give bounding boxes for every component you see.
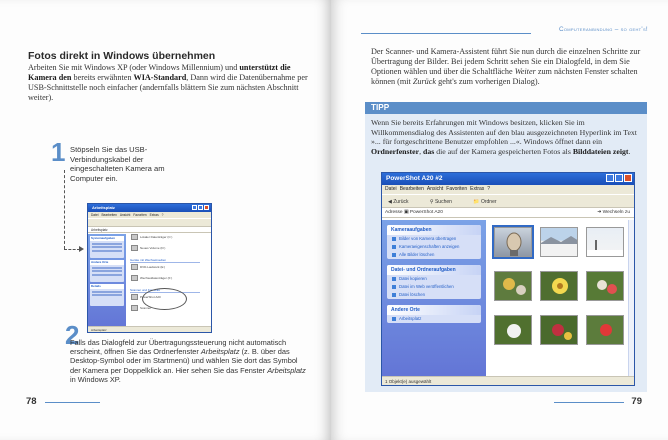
go-button: ➜ Wechseln zu (597, 210, 630, 215)
maximize-icon (615, 174, 623, 182)
intro-paragraph (28, 63, 308, 103)
search-label: Suchen (434, 199, 452, 205)
close-icon (624, 174, 632, 182)
photo-thumbnail (494, 315, 532, 345)
left-page (0, 0, 331, 440)
menu-favoriten: Favoriten (133, 213, 147, 217)
scrollbar (628, 220, 634, 378)
step-2-italic-1: Arbeitsplatz (200, 347, 240, 357)
toolbar (88, 218, 211, 227)
camera-item: PowerShot A20 (140, 294, 161, 299)
status-bar: Arbeitsplatz (88, 326, 211, 332)
tip-bold-2: das (422, 146, 435, 156)
section-heading: Fotos direkt in Windows übernehmen (28, 50, 216, 62)
back-button: ◀ Zurück (388, 199, 409, 205)
task-header-places: Andere Orte (90, 260, 124, 265)
window-title: Arbeitsplatz (92, 205, 115, 210)
group-scanners: Scanner und Kameras (130, 288, 200, 293)
step-2-text (70, 338, 310, 384)
file-tasks-title: Datei- und Ordneraufgaben (387, 265, 481, 275)
highlight-ellipse (142, 288, 187, 310)
window-titlebar (382, 173, 634, 185)
step-1-number: 1 (51, 137, 66, 167)
intro-text-3: , Dann wird die Datenübernahme per USB-Schnittstelle noch einfacher (andernfalls blättern Sie zum nächsten Abschnitt weiter). (28, 73, 308, 102)
photo-thumbnail (540, 315, 578, 345)
right-intro-italic-1: Weiter (514, 67, 536, 76)
scanner-icon (131, 305, 138, 311)
tip-text-1: Wenn Sie bereits Erfahrungen mit Windows besitzen, klicken Sie im Willkommensdialog des Assistenten auf den blau ausgezeichneten Hyperlink im Text »... für fortgeschrittene Benutzer empfohlen ...«. Windows öffnet dann ein (371, 118, 637, 147)
task-header-system: Systemaufgaben (90, 236, 124, 241)
photo-thumbnail (586, 315, 624, 345)
menu-extras: Extras (470, 186, 485, 192)
step-1-text: Stöpseln Sie das USB-Verbindungskabel der eingeschalteten Kamera am Computer ein. (70, 145, 165, 183)
page-number-right: 79 (631, 396, 642, 407)
task-properties: Kameraeigenschaften anzeigen (387, 243, 481, 251)
scanner-item: Scanner (140, 305, 152, 310)
toolbar (382, 194, 634, 208)
menu-help: ? (161, 213, 164, 217)
sculpture-photo-icon (495, 228, 532, 257)
flower-photo-icon (587, 272, 624, 301)
drive-item: Wechseldatenträger (F:) (140, 275, 173, 280)
window-title: PowerShot A20 #2 (386, 175, 443, 182)
winter-photo-icon (587, 228, 624, 257)
task-transfer: Bilder von Kamera übertragen (387, 235, 481, 243)
menu-bar (382, 185, 634, 194)
task-delete: Datei löschen (387, 291, 481, 299)
menu-favoriten: Favoriten (446, 186, 468, 192)
flower-photo-icon (495, 272, 532, 301)
photo-thumbnails (490, 221, 630, 371)
search-button: ⚲ Suchen (429, 199, 452, 205)
folders-button: 📁 Ordner (473, 199, 497, 205)
menu-bearbeiten: Bearbeiten (399, 186, 424, 192)
menu-datei: Datei (385, 186, 397, 192)
menu-ansicht: Ansicht (119, 213, 131, 217)
go-label: Wechseln zu (602, 210, 630, 215)
address-bar (382, 208, 634, 218)
address-value: PowerShot A20 (409, 210, 443, 215)
removable-drive-icon (131, 275, 138, 281)
tip-bold-3: Bilddateien zeigt (572, 146, 629, 156)
tip-text-2: , (419, 146, 423, 156)
menu-bearbeiten: Bearbeiten (101, 213, 117, 217)
right-intro-2: zum nächsten Fenster schalten können (mit (371, 67, 638, 86)
camera-icon (131, 294, 138, 300)
tip-bold-1: Ordnerfenster (371, 146, 420, 156)
photo-thumbnail (494, 271, 532, 301)
task-pane (382, 220, 486, 378)
header-rule (361, 33, 531, 34)
task-delete-all: Alle Bilder löschen (387, 251, 481, 259)
intro-text-2: bereits erwähnten (71, 73, 134, 82)
step-2-number: 2 (65, 320, 80, 350)
footer-rule (554, 402, 624, 403)
right-page (331, 0, 668, 440)
photo-thumbnail (540, 227, 578, 257)
drive-item: Lokaler Datenträger (C:) (140, 234, 173, 239)
drive-icon (131, 234, 138, 240)
maximize-icon (198, 205, 203, 210)
menu-help: ? (487, 186, 491, 192)
file-tasks-panel (387, 265, 481, 299)
flower-photo-icon (541, 316, 578, 345)
address-bar: Arbeitsplatz (88, 227, 211, 233)
page-number-left: 78 (26, 396, 37, 407)
folders-label: Ordner (480, 199, 497, 205)
menu-extras: Extras (149, 213, 159, 217)
intro-bold-2: WIA-Standard (133, 73, 187, 82)
address-label: Adresse (385, 210, 403, 215)
camera-tasks-title: Kameraaufgaben (387, 225, 481, 235)
powershot-screenshot (381, 172, 635, 386)
group-removable: Geräte mit Wechselmedien (130, 258, 200, 263)
flower-photo-icon (587, 316, 624, 345)
menu-datei: Datei (91, 213, 99, 217)
task-copy: Datei kopieren (387, 275, 481, 283)
photo-thumbnail (586, 271, 624, 301)
step-2-text-1: Falls das Dialogfeld zur Übertragungssteuerung nicht automatisch erscheint, öffnen Sie das Ordnerfenster (70, 338, 287, 357)
arrow-right-icon (79, 246, 84, 252)
other-places-title: Andere Orte (387, 305, 481, 315)
tip-box (365, 102, 647, 392)
right-intro-italic-2: Zurück (412, 77, 437, 86)
snow-landscape-icon (541, 228, 578, 257)
right-intro-paragraph (371, 47, 651, 87)
other-places-panel (387, 305, 481, 323)
window-titlebar (88, 204, 211, 212)
task-header-details: Details (90, 284, 124, 289)
drive-item: DVD-Laufwerk (E:) (140, 264, 166, 269)
step-2-text-3: in Windows XP. (70, 374, 121, 384)
status-bar: 1 Objekt(e) ausgewählt (382, 376, 634, 385)
photo-thumbnail (540, 271, 578, 301)
step-2-italic-2: Arbeitsplatz (267, 365, 306, 375)
right-intro-1: Der Scanner- und Kamera-Assistent führt Sie nun durch die einzelnen Schritte zur Übertragung der Bilder. Bei jedem Schritt sehen Sie ein Dialogfeld, in dem Sie Optionen wählen und über die Schaltfläche (371, 47, 641, 76)
photo-thumbnail (586, 227, 624, 257)
drive-icon (131, 245, 138, 251)
menu-ansicht: Ansicht (426, 186, 444, 192)
right-intro-3: geht's zum vorherigen Dialog). (436, 77, 540, 86)
tip-text-4: . (628, 146, 631, 156)
flower-photo-icon (495, 316, 532, 345)
camera-icon: ▣ (403, 210, 410, 215)
task-publish: Datei im Web veröffentlichen (387, 283, 481, 291)
photo-thumbnail (494, 227, 532, 257)
intro-text-1: Arbeiten Sie mit Windows XP (oder Windows Millennium) und (28, 63, 240, 72)
camera-tasks-panel (387, 225, 481, 259)
running-head: Computeranbindung – so geht's! (558, 26, 648, 33)
close-icon (204, 205, 209, 210)
minimize-icon (192, 205, 197, 210)
dvd-icon (131, 264, 138, 270)
footer-rule (45, 402, 100, 403)
intro-bold-1: unterstützt die Kamera den (28, 63, 291, 82)
tip-text-3: die auf der Kamera gespeicherten Fotos als (434, 146, 573, 156)
drive-item: Neues Volume (D:) (140, 245, 166, 250)
step-2-text-2: (z. B. über das Desktop-Symbol oder im Startmenü) und wählen Sie dort das Symbol der Kamera per Doppelklick an. Hier sehen Sie das Fenster (70, 347, 298, 375)
connector-line-horizontal (64, 249, 80, 250)
tip-text (371, 118, 641, 156)
back-label: Zurück (393, 199, 409, 205)
minimize-icon (606, 174, 614, 182)
drive-list (128, 234, 211, 328)
tip-title: TIPP (365, 102, 647, 114)
connector-line (64, 170, 65, 249)
flower-photo-icon (541, 272, 578, 301)
arbeitsplatz-screenshot (87, 203, 212, 333)
task-pane (88, 234, 126, 328)
place-arbeitsplatz: Arbeitsplatz (387, 315, 481, 323)
